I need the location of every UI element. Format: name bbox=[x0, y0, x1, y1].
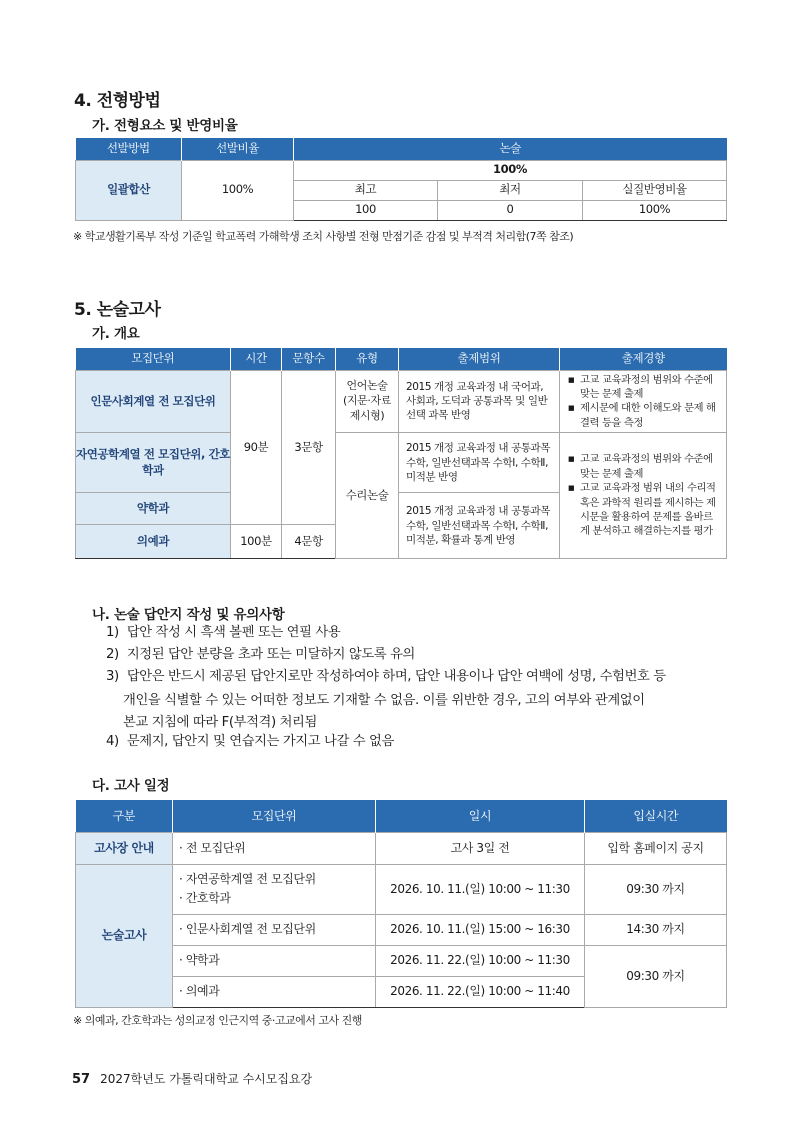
method-cell: 일괄합산 bbox=[76, 160, 182, 220]
sch-entry-humanities: 14:30 까지 bbox=[585, 914, 727, 945]
ratio-cell: 100% bbox=[182, 160, 294, 220]
sch-date-venue: 고사 3일 전 bbox=[376, 832, 585, 864]
sch-entry-venue: 입학 홈페이지 공지 bbox=[585, 832, 727, 864]
sch-unit-all: · 전 모집단위 bbox=[173, 832, 376, 864]
type-math: 수리논술 bbox=[336, 433, 399, 559]
header-essay: 논술 bbox=[294, 138, 727, 160]
sch-date-medicine: 2026. 11. 22.(일) 10:00 ~ 11:40 bbox=[376, 976, 585, 1007]
trend-math bbox=[560, 433, 727, 559]
trend-2-item: ■ 고교 교육과정의 범위와 수준에 맞는 문제 출제 bbox=[568, 452, 720, 481]
essay-overview-table bbox=[75, 348, 727, 559]
ov-header-count: 문항수 bbox=[282, 348, 336, 370]
ov-header-trend: 출제경향 bbox=[560, 348, 727, 370]
unit-humanities: 인문사회계열 전 모집단위 bbox=[76, 370, 231, 433]
section-4a-title: 가. 전형요소 및 반영비율 bbox=[92, 118, 238, 134]
section-4-title: 4. 전형방법 bbox=[74, 91, 161, 111]
trend-1-item: ■ 고교 교육과정의 범위와 수준에 맞는 문제 출제 bbox=[568, 373, 720, 402]
sub-header-effective: 실질반영비율 bbox=[583, 180, 727, 200]
section-5a-title: 가. 개요 bbox=[92, 326, 140, 342]
header-ratio: 선발비율 bbox=[182, 138, 294, 160]
type-language: 언어논술 (지문·자료 제시형) bbox=[336, 370, 399, 433]
page-number: 57 bbox=[72, 1072, 91, 1087]
unit-science: 자연공학계열 전 모집단위, 간호학과 bbox=[76, 433, 231, 493]
trend-language bbox=[560, 370, 727, 433]
ov-header-scope: 출제범위 bbox=[399, 348, 560, 370]
sch-date-humanities: 2026. 10. 11.(일) 15:00 ~ 16:30 bbox=[376, 914, 585, 945]
sch-header-unit: 모집단위 bbox=[173, 800, 376, 832]
guide-item-3: 3) 답안은 반드시 제공된 답안지로만 작성하여야 하며, 답안 내용이나 답안 여백에 성명, 수험번호 등 bbox=[106, 669, 666, 684]
scope-language: 2015 개정 교육과정 내 국어과, 사회과, 도덕과 공통과목 및 일반선택 과목 반영 bbox=[399, 370, 560, 433]
sch-entry-pharmacy-medicine: 09:30 까지 bbox=[585, 945, 727, 1007]
header-method: 선발방법 bbox=[76, 138, 182, 160]
sch-cat-essay: 논술고사 bbox=[76, 864, 173, 1007]
sch-cat-venue: 고사장 안내 bbox=[76, 832, 173, 864]
sch-header-entry: 입실시간 bbox=[585, 800, 727, 832]
trend-2-item: ■ 고교 교육과정 범위 내의 수리적 혹은 과학적 원리를 제시하는 제시문을 활용하여 문제를 올바르게 분석하고 해결하는지를 평가 bbox=[568, 481, 720, 539]
ov-header-unit: 모집단위 bbox=[76, 348, 231, 370]
page-footer bbox=[72, 1070, 312, 1087]
sch-unit-pharmacy: · 약학과 bbox=[173, 945, 376, 976]
sch-entry-science: 09:30 까지 bbox=[585, 864, 727, 914]
sub-header-min: 최저 bbox=[438, 180, 583, 200]
section-5c-title: 다. 고사 일정 bbox=[92, 778, 170, 794]
time-90: 90분 bbox=[231, 370, 282, 525]
selection-ratio-table bbox=[75, 138, 727, 221]
ov-header-time: 시간 bbox=[231, 348, 282, 370]
unit-pharmacy: 약학과 bbox=[76, 493, 231, 525]
value-effective: 100% bbox=[583, 200, 727, 220]
guide-item-2: 2) 지정된 답안 분량을 초과 또는 미달하지 않도록 유의 bbox=[106, 647, 415, 662]
sch-header-date: 일시 bbox=[376, 800, 585, 832]
sch-header-category: 구분 bbox=[76, 800, 173, 832]
sub-header-max: 최고 bbox=[294, 180, 438, 200]
sch-unit-science: · 자연공학계열 전 모집단위 · 간호학과 bbox=[173, 864, 376, 914]
unit-medicine: 의예과 bbox=[76, 525, 231, 559]
section-5b-title: 나. 논술 답안지 작성 및 유의사항 bbox=[92, 607, 285, 623]
count-3: 3문항 bbox=[282, 370, 336, 525]
guide-item-3-cont2: 본교 지침에 따라 F(부적격) 처리됨 bbox=[123, 715, 317, 730]
value-min: 0 bbox=[438, 200, 583, 220]
scope-math-b: 2015 개정 교육과정 내 공통과목 수학, 일반선택과목 수학Ⅰ, 수학Ⅱ, 미적분, 확률과 통계 반영 bbox=[399, 493, 560, 559]
document-title: 2027학년도 가톨릭대학교 수시모집요강 bbox=[100, 1072, 313, 1086]
section-5-title: 5. 논술고사 bbox=[74, 300, 161, 320]
time-100: 100분 bbox=[231, 525, 282, 559]
sch-unit-humanities: · 인문사회계열 전 모집단위 bbox=[173, 914, 376, 945]
trend-1-item: ■ 제시문에 대한 이해도와 문제 해결력 등을 측정 bbox=[568, 401, 720, 430]
guide-item-3-cont1: 개인을 식별할 수 있는 어떠한 정보도 기재할 수 없음. 이를 위반한 경우, 고의 여부와 관계없이 bbox=[123, 693, 645, 708]
sch-date-pharmacy: 2026. 11. 22.(일) 10:00 ~ 11:30 bbox=[376, 945, 585, 976]
guide-item-4: 4) 문제지, 답안지 및 연습지는 가지고 나갈 수 없음 bbox=[106, 734, 394, 749]
count-4: 4문항 bbox=[282, 525, 336, 559]
section-5-note: ※ 의예과, 간호학과는 성의교정 인근지역 중·고교에서 고사 진행 bbox=[73, 1014, 362, 1027]
exam-schedule-table bbox=[75, 800, 727, 1008]
essay-total-cell: 100% bbox=[294, 160, 727, 180]
ov-header-type: 유형 bbox=[336, 348, 399, 370]
guide-item-1: 1) 답안 작성 시 흑색 볼펜 또는 연필 사용 bbox=[106, 625, 341, 640]
section-4-note: ※ 학교생활기록부 작성 기준일 학교폭력 가해학생 조치 사항별 전형 만점기준 감점 및 부적격 처리함(7쪽 참조) bbox=[73, 230, 574, 243]
value-max: 100 bbox=[294, 200, 438, 220]
sch-date-science: 2026. 10. 11.(일) 10:00 ~ 11:30 bbox=[376, 864, 585, 914]
scope-math-a: 2015 개정 교육과정 내 공통과목 수학, 일반선택과목 수학Ⅰ, 수학Ⅱ, 미적분 반영 bbox=[399, 433, 560, 493]
sch-unit-medicine: · 의예과 bbox=[173, 976, 376, 1007]
